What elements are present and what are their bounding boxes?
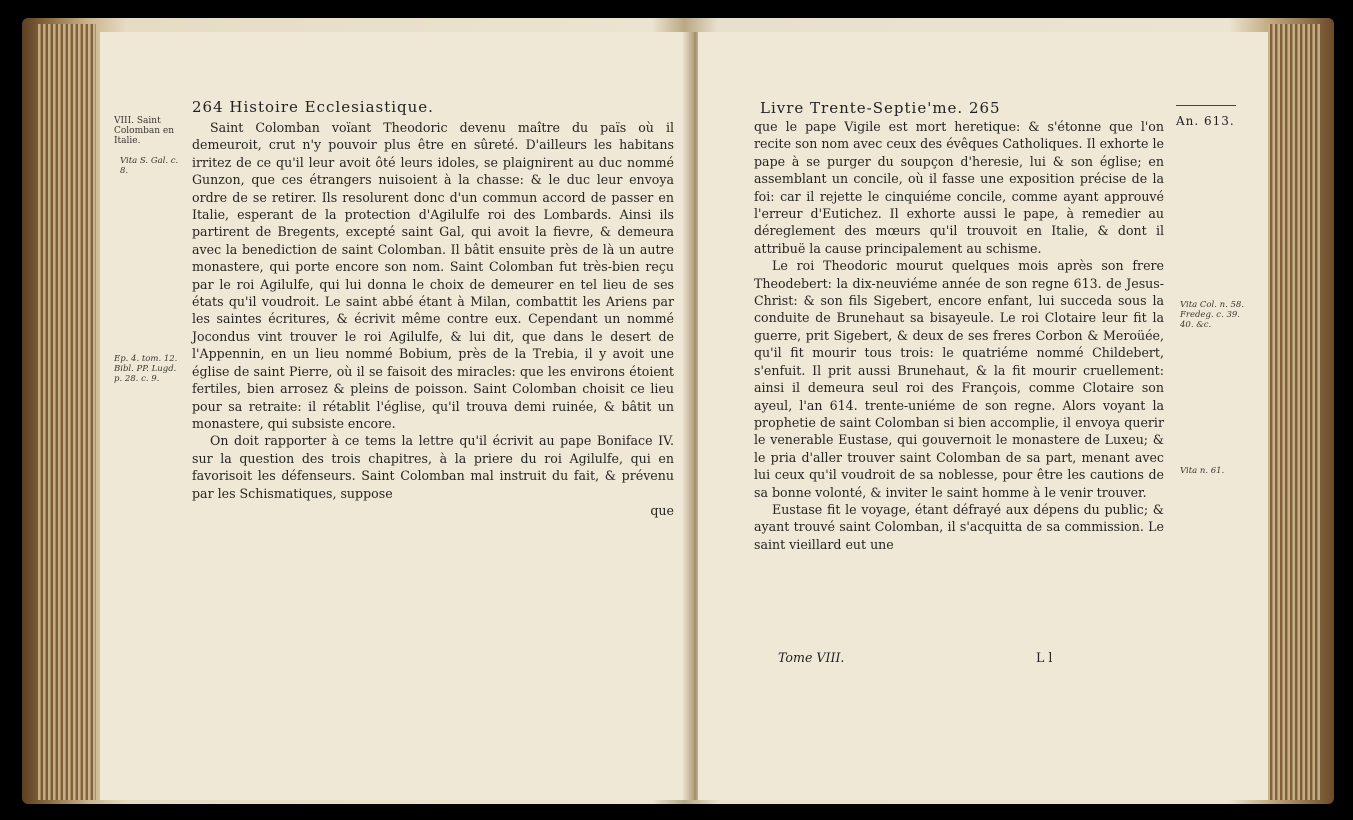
margin-reference-vita: Vita n. 61. xyxy=(1180,466,1225,476)
footer-signature: L l xyxy=(1036,650,1053,665)
right-page xyxy=(698,32,1268,800)
margin-reference-vita-col: Vita Col. n. 58. Fredeg. c. 39. 40. &c. xyxy=(1180,300,1245,330)
left-page xyxy=(100,32,688,800)
right-running-header: Livre Trente-Septie'me. 265 xyxy=(760,99,1001,117)
right-page-edges xyxy=(1268,24,1320,800)
paragraph: que le pape Vigile est mort heretique: & s'étonne que l'on recite son nom avec ceux des évêques Catholiques. Il exhorte le pape à se purger du soupçon d'heresie, lui & son église; en assemblant un concile, où il fasse une exposition précise de la foi: car il rejette le cinquiéme concile, comme ayant approuvé l'erreur d'Eutichez. Il exhorte aussi le pape, à remedier au déreglement des mœurs qu'il trouvoit en Italie, & dont il attribuë la cause principalement au schisme. xyxy=(754,119,1164,256)
margin-reference-vita-gal: Vita S. Gal. c. 8. xyxy=(120,156,179,176)
paragraph: Eustase fit le voyage, étant défrayé aux dépens du public; & ayant trouvé saint Colomban, il s'acquitta de sa commission. Le saint vieillard eut une xyxy=(754,501,1164,552)
left-body-text xyxy=(192,119,674,519)
catchword: que xyxy=(650,502,674,518)
margin-reference-epistle: Ep. 4. tom. 12. Bibl. PP. Lugd. p. 28. c. 9. xyxy=(114,354,178,384)
open-book xyxy=(22,18,1334,804)
footer-volume: Tome VIII. xyxy=(778,650,845,665)
margin-section-note: VIII. Saint Colomban en Italie. xyxy=(114,116,175,146)
left-page-edges xyxy=(36,24,96,800)
paragraph: Saint Colomban voïant Theodoric devenu maître du païs où il demeuroit, crut n'y pouvoir plus être en sûreté. D'ailleurs les habitans irritez de ce qu'il leur avoit ôté leurs idoles, se plaignirent au duc nommé Gunzon, que ces étrangers nuisoient à la chasse: & le duc leur envoya ordre de se retirer. Ils resolurent donc d'un commun accord de passer en Italie, esperant de la protection d'Agilulfe roi des Lombards. Ainsi ils partirent de Bregents, excepté saint Gal, qui avoit la fievre, & demeura avec la benediction de saint Colomban. Il bâtit ensuite près de là un autre monastere, qui porte encore son nom. Saint Colomban fut très-bien reçu par le roi Agilulfe, qui lui donna le choix de demeurer en tel lieu de ses états qu'il voudroit. Le saint abbé étant à Milan, combattit les Ariens par les saintes écritures, & écrivit même contre eux. Cependant un nommé Jocondus vint trouver le roi Agilulfe, & lui dit, que dans le desert de l'Appennin, en un lieu nommé Bobium, près de la Trebia, il y avoit une église de saint Pierre, où il se faisoit des miracles: que les environs étoient fertiles, bien arrosez & pleins de poisson. Saint Colomban choisit ce lieu pour sa retraite: il rétablit l'église, qu'il trouva demi ruinée, & bâtit un monastere, qui subsiste encore. xyxy=(192,120,674,431)
paragraph: On doit rapporter à ce tems la lettre qu'il écrivit au pape Boniface IV. sur la question des trois chapitres, à la priere du roi Agilulfe, qui en favorisoit les défenseurs. Saint Colomban mal instruit du fait, & prévenu par les Schismatiques, suppose xyxy=(192,433,674,501)
right-body-text xyxy=(754,118,1164,553)
header-rule xyxy=(1176,105,1236,106)
paragraph: Le roi Theodoric mourut quelques mois après son frere Theodebert: la dix-neuviéme année de son regne 613. de Jesus-Christ: & son fils Sigebert, encore enfant, lui succeda sous la conduite de Brunehaut sa bisayeule. Le roi Clotaire leur fit la guerre, prit Sigebert, & deux de ses freres Corbon & Meroüée, qu'il fit mourir tous trois: le quatriéme nommé Childebert, s'enfuit. Il prit aussi Brunehaut, & la fit mourir cruellement: ainsi il demeura seul roi des François, comme Clotaire son ayeul, l'an 614. trente-uniéme de son regne. Alors voyant la prophetie de saint Colomban si bien accomplie, il envoya querir le venerable Eustase, qui gouvernoit le monastere de Luxeu; & le pria d'aller trouver saint Colomban de sa part, menant avec lui ceux qu'il voudroit de sa noblesse, pour être les cautions de sa bonne volonté, & inviter le saint homme à le venir trouver. xyxy=(754,258,1164,500)
left-running-header: 264 Histoire Ecclesiastique. xyxy=(192,98,434,116)
year-marker: An. 613. xyxy=(1176,114,1235,128)
